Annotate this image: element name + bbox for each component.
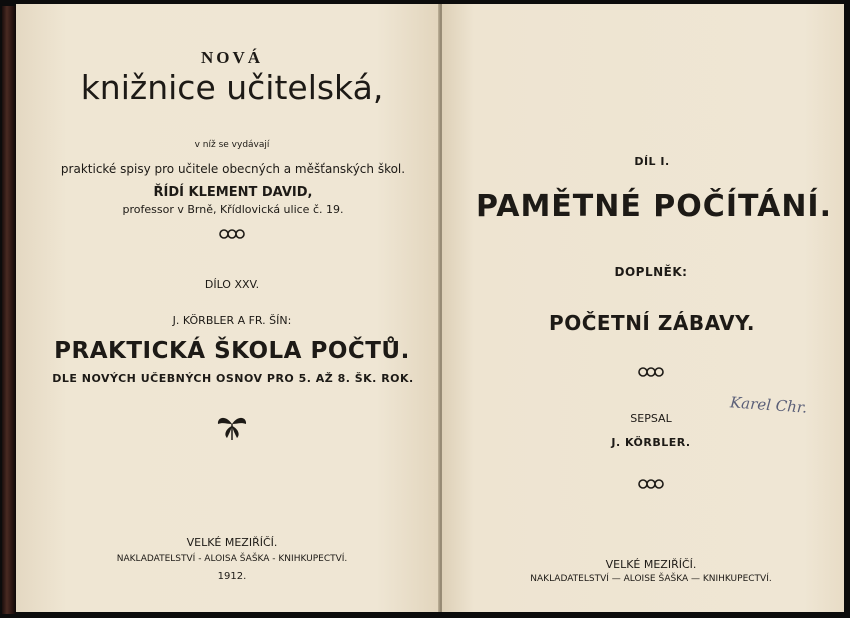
leaf-ornament-icon	[215, 410, 249, 444]
book-subtitle: POČETNÍ ZÁBAVY.	[549, 311, 755, 335]
series-sub2: praktické spisy pro učitele obecných a měšťanských škol.	[60, 162, 406, 176]
series-title: knižnice učitelská,	[80, 68, 384, 107]
volume-number: DÍLO XXV.	[204, 278, 260, 291]
author-name: J. KÖRBLER.	[611, 436, 691, 449]
series-sub1: v níž se vydávají	[194, 140, 270, 150]
compiled-label: SEPSAL	[630, 412, 672, 425]
handwritten-signature: Karel Chr.	[729, 393, 808, 417]
year: 1912.	[217, 571, 247, 582]
right-page	[442, 4, 844, 612]
work-subtitle: DLE NOVÝCH UČEBNÝCH OSNOV PRO 5. AŽ 8. ŠK. ROK.	[52, 372, 414, 385]
ring-ornament-icon	[637, 366, 665, 378]
ring-ornament-icon	[218, 228, 246, 240]
left-city: VELKÉ MEZIŘÍČÍ.	[186, 536, 278, 549]
left-publisher: NAKLADATELSTVÍ - ALOISA ŠAŠKA - KNIHKUPECTVÍ.	[116, 554, 348, 564]
editor-info: professor v Brně, Křídlovická ulice č. 19.	[122, 203, 344, 216]
series-top: NOVÁ	[200, 48, 264, 67]
authors: J. KÖRBLER A FR. ŠÍN:	[172, 314, 292, 327]
book-title: PAMĚTNÉ POČÍTÁNÍ.	[476, 189, 832, 224]
editor: ŘÍDÍ KLEMENT DAVID,	[153, 185, 313, 200]
right-city: VELKÉ MEZIŘÍČÍ.	[605, 558, 697, 571]
supplement-label: DOPLNĚK:	[614, 265, 688, 279]
book-spine	[2, 6, 16, 614]
work-title: PRAKTICKÁ ŠKOLA POČTŮ.	[54, 338, 410, 364]
part-number: DÍL I.	[634, 155, 670, 168]
right-publisher: NAKLADATELSTVÍ — ALOISE ŠAŠKA — KNIHKUPECTVÍ.	[530, 574, 772, 584]
ring-ornament-icon	[637, 478, 665, 490]
